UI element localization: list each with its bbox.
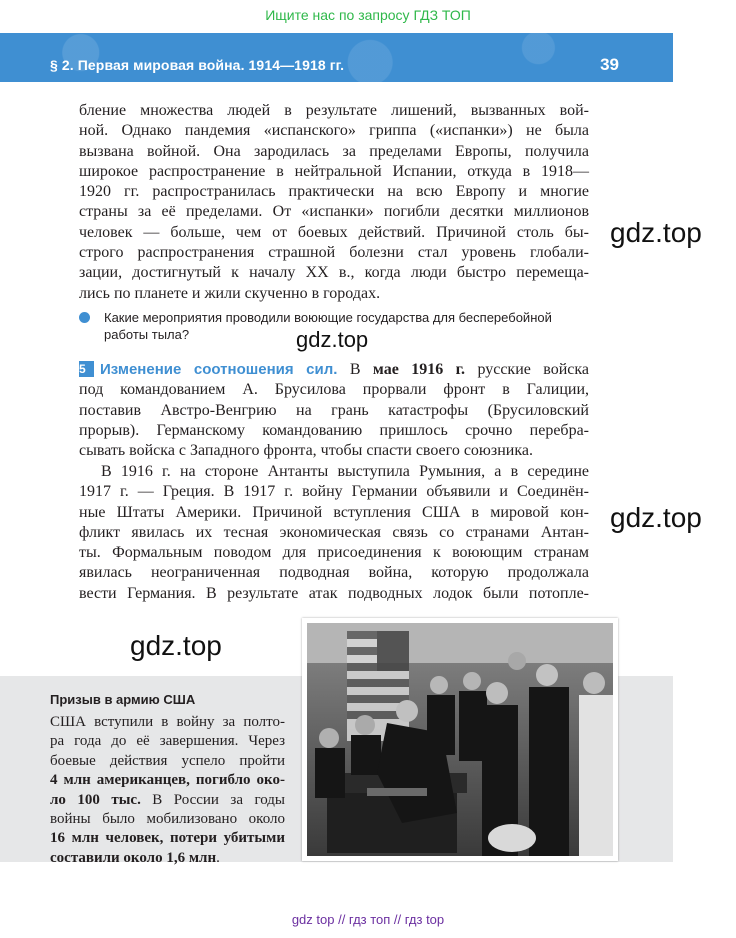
paragraph-allies — [79, 462, 589, 604]
text-line: широкое распространение в нейтральной Испании, откуда в 1918— — [79, 162, 589, 180]
photo-frame — [302, 618, 618, 861]
chapter-title: § 2. Первая мировая война. 1914—1918 гг. — [50, 57, 345, 73]
bold-fragment: составили около 1,6 млн — [50, 849, 217, 866]
caption-line: ра года до её завершения. Через — [50, 733, 285, 750]
page-header-band — [0, 33, 673, 82]
footer-watermark: gdz top // гдз топ // гдз top — [291, 912, 445, 927]
text-line: сывать войска с Западного фронта, чтобы спасти своего союзника. — [79, 442, 533, 460]
caption-line — [50, 771, 285, 790]
draft-registration-photo — [307, 623, 613, 856]
text-line: вести Германия. В результате атак подводных лодок были потопле- — [79, 584, 589, 602]
text-line: зации, достигнутый к началу XX в., когда люди быстро перемеща- — [79, 264, 589, 282]
watermark: gdz.top — [296, 327, 369, 352]
text-line: В 1916 г. на стороне Антанты выступила Румыния, а в середине — [101, 463, 589, 480]
text-line: прорыв). Германскому командованию пришлось срочно перебра- — [79, 421, 589, 439]
bold-date: мае 1916 г. — [372, 361, 466, 378]
text-line: поставив Австро-Венгрию на грань катастрофы (Брусиловский — [79, 401, 589, 419]
text-line: ной. Однако пандемия «испанского» гриппа («испанки») не была — [79, 122, 589, 140]
text-fragment: . — [216, 849, 220, 866]
text-line: 1920 гг. распространилась практически на всю Европу и многие — [79, 183, 589, 201]
text-line: лись по планете и жили скученно в городах. — [79, 284, 381, 302]
text-line: под командованием А. Брусилова прорвали фронт в Галиции, — [79, 381, 589, 399]
watermark: gdz.top — [130, 630, 222, 661]
text-line: ные Штаты Америки. Причиной вступления США в мировой кон- — [79, 503, 589, 521]
caption-line: войны было мобилизовано около — [50, 811, 285, 828]
text-line: человек — больше, чем от боевых действий. Причиной столь бы- — [79, 223, 589, 241]
bold-fragment: 16 млн человек, потери убитыми — [50, 830, 285, 847]
text-line: строго распространения страшной болезни стал уровень глобали- — [79, 244, 589, 262]
section-5-paragraph — [79, 360, 589, 461]
text-line: ты. Формальным поводом для присоединения к воюющим странам — [79, 544, 589, 562]
text-line: явилась неограниченная подводная война, которую продолжала — [79, 564, 589, 582]
text-line: страны за её пределами. От «испанки» погибли десятки миллионов — [79, 203, 589, 221]
section-title: Изменение соотношения сил. — [100, 361, 338, 378]
text-fragment: В — [337, 361, 373, 378]
question-line: Какие мероприятия проводили воюющие государства для бесперебойной — [104, 310, 552, 325]
section-number-badge: 5 — [79, 361, 94, 377]
caption-text — [50, 713, 285, 868]
caption-line — [50, 791, 285, 810]
top-search-note: Ищите нас по запросу ГДЗ ТОП — [265, 7, 471, 23]
page-number: 39 — [600, 55, 619, 74]
text-line: фликт явилась их тесная экономическая связь со странами Антан- — [79, 523, 589, 541]
bold-fragment: ло 100 тыс. — [50, 791, 141, 808]
bold-fragment: 4 млн американцев, погибло око- — [50, 772, 285, 789]
question-bullet-icon — [79, 312, 90, 323]
caption-line — [50, 829, 285, 848]
section-heading-line — [79, 360, 589, 380]
text-line: вызвана войной. Она зародилась за пределами Европы, получила — [79, 142, 589, 160]
text-line: 1917 г. — Греция. В 1917 г. войну Германии объявили и Соединён- — [79, 483, 589, 501]
watermark: gdz.top — [610, 217, 702, 248]
caption-line — [50, 849, 285, 868]
text-fragment: В России за годы — [140, 791, 286, 808]
watermark: gdz.top — [610, 502, 702, 533]
caption-line: боевые действия успело пройти — [50, 752, 285, 769]
caption-line: США вступили в войну за полто- — [50, 714, 285, 730]
caption-title: Призыв в армию США — [50, 692, 196, 707]
text-line: бление множества людей в результате лишений, вызванных вой- — [79, 102, 589, 119]
paragraph-pandemic — [79, 101, 589, 304]
question-line: работы тыла? — [104, 327, 190, 342]
text-fragment: русские войска — [465, 361, 589, 378]
